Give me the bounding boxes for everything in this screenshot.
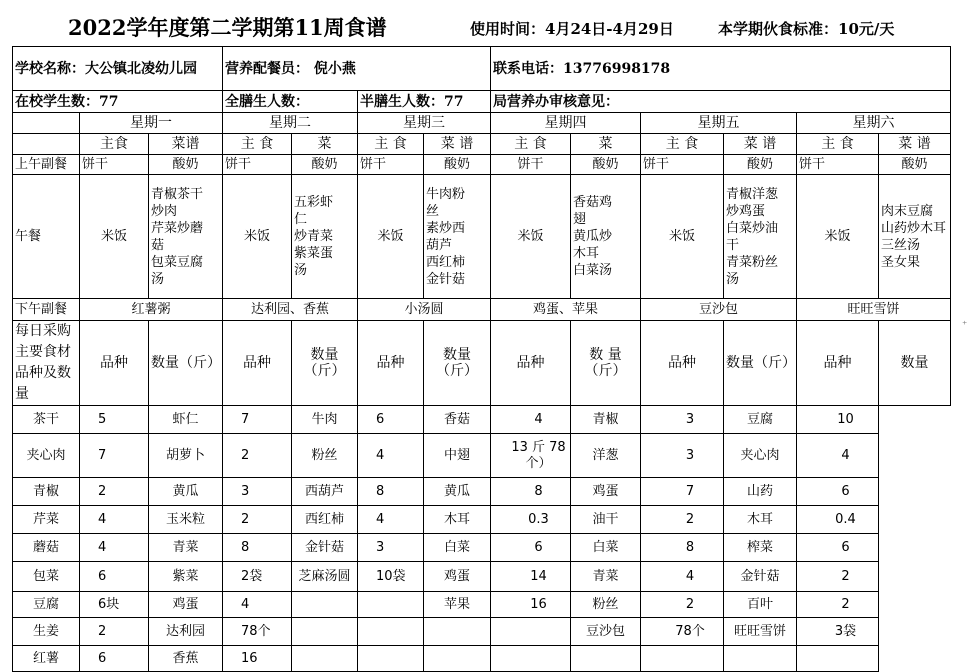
purchase-qty: 4 <box>80 534 149 562</box>
afternoon-label: 下午副餐 <box>13 299 80 321</box>
purchase-qty: 4 <box>797 434 879 478</box>
purchase-variety: 生姜 <box>13 618 80 646</box>
purchase-qty: 8 <box>223 534 292 562</box>
purchase-label: 每日采购主要食材品种及数量 <box>13 321 80 406</box>
morning-row <box>13 155 951 175</box>
menu-table <box>12 46 951 672</box>
morning-staple: 饼干 <box>80 155 149 175</box>
purchase-qty: 2 <box>797 592 879 618</box>
purchase-variety: 榨菜 <box>724 534 797 562</box>
purchase-row <box>13 406 951 434</box>
day-fri: 星期五 <box>641 113 797 134</box>
purchase-qty: 4 <box>358 434 424 478</box>
purchase-variety: 白菜 <box>424 534 491 562</box>
qty-header: 数量（斤） <box>149 321 223 406</box>
purchase-row <box>13 618 951 646</box>
purchase-variety <box>724 646 797 672</box>
purchase-qty <box>491 618 571 646</box>
purchase-header-row <box>13 321 951 406</box>
lunch-staple: 米饭 <box>491 175 571 299</box>
purchase-variety: 金针菇 <box>292 534 358 562</box>
purchase-qty: 8 <box>491 478 571 506</box>
purchase-variety: 鸡蛋 <box>571 478 641 506</box>
purchase-variety: 青菜 <box>571 562 641 592</box>
purchase-variety: 洋葱 <box>571 434 641 478</box>
purchase-variety: 茶干 <box>13 406 80 434</box>
purchase-variety: 芝麻汤圆 <box>292 562 358 592</box>
purchase-qty: 3袋 <box>797 618 879 646</box>
purchase-qty: 6块 <box>80 592 149 618</box>
morning-dish: 酸奶 <box>571 155 641 175</box>
lunch-staple: 米饭 <box>358 175 424 299</box>
purchase-qty: 5 <box>80 406 149 434</box>
purchase-qty: 4 <box>358 506 424 534</box>
meal-standard: 本学期伙食标准：10元/天 <box>718 20 895 38</box>
purchase-variety: 金针菇 <box>724 562 797 592</box>
purchase-row <box>13 562 951 592</box>
purchase-qty: 2 <box>80 618 149 646</box>
staple-header: 主食 <box>80 134 149 155</box>
purchase-variety: 旺旺雪饼 <box>724 618 797 646</box>
afternoon-item: 豆沙包 <box>641 299 797 321</box>
purchase-qty: 10袋 <box>358 562 424 592</box>
purchase-qty: 7 <box>80 434 149 478</box>
purchase-qty <box>641 646 724 672</box>
purchase-variety: 西红柿 <box>292 506 358 534</box>
purchase-row <box>13 592 951 618</box>
morning-staple: 饼干 <box>797 155 879 175</box>
purchase-qty: 7 <box>641 478 724 506</box>
purchase-row <box>13 534 951 562</box>
purchase-variety: 包菜 <box>13 562 80 592</box>
purchase-variety: 黄瓜 <box>149 478 223 506</box>
afternoon-item: 小汤圆 <box>358 299 491 321</box>
purchase-qty: 16 <box>223 646 292 672</box>
lunch-dish: 青椒茶干 炒肉 芹菜炒蘑 菇 包菜豆腐 汤 <box>149 175 223 299</box>
lunch-dish: 五彩虾 仁 炒青菜 紫菜蛋 汤 <box>292 175 358 299</box>
purchase-variety: 青菜 <box>149 534 223 562</box>
purchase-rows <box>13 406 951 672</box>
purchase-variety <box>571 646 641 672</box>
lunch-dish: 青椒洋葱 炒鸡蛋 白菜炒油 干 青菜粉丝 汤 <box>724 175 797 299</box>
afternoon-item: 鸡蛋、苹果 <box>491 299 641 321</box>
purchase-variety: 百叶 <box>724 592 797 618</box>
purchase-variety: 豆腐 <box>13 592 80 618</box>
qty-header: 数量（斤） <box>424 321 491 406</box>
dish-header: 菜 <box>571 134 641 155</box>
dish-header: 菜 谱 <box>724 134 797 155</box>
full-meal-count: 全膳生人数： <box>223 91 358 113</box>
afternoon-item: 红薯粥 <box>80 299 223 321</box>
lunch-label: 午餐 <box>13 175 80 299</box>
morning-staple: 饼干 <box>223 155 292 175</box>
purchase-variety: 油干 <box>571 506 641 534</box>
morning-dish: 酸奶 <box>149 155 223 175</box>
variety-header: 品种 <box>491 321 571 406</box>
purchase-qty: 3 <box>641 434 724 478</box>
purchase-qty: 7 <box>223 406 292 434</box>
corner-cell <box>13 113 80 134</box>
purchase-variety <box>424 646 491 672</box>
lunch-dish: 牛肉粉 丝 素炒西 葫芦 西红柿 金针菇 <box>424 175 491 299</box>
morning-label: 上午副餐 <box>13 155 80 175</box>
scroll-marker: ⁺ <box>962 320 968 331</box>
nutritionist: 营养配餐员： 倪小燕 <box>223 47 491 91</box>
staple-header: 主 食 <box>641 134 724 155</box>
purchase-variety: 白菜 <box>571 534 641 562</box>
purchase-qty: 78个 <box>641 618 724 646</box>
purchase-qty <box>358 592 424 618</box>
purchase-qty: 3 <box>223 478 292 506</box>
purchase-qty: 14 <box>491 562 571 592</box>
purchase-qty: 0.4 <box>797 506 879 534</box>
purchase-row <box>13 646 951 672</box>
morning-dish: 酸奶 <box>724 155 797 175</box>
staple-header: 主 食 <box>797 134 879 155</box>
purchase-variety: 木耳 <box>724 506 797 534</box>
morning-dish: 酸奶 <box>424 155 491 175</box>
purchase-qty: 6 <box>358 406 424 434</box>
variety-header: 品种 <box>223 321 292 406</box>
dish-header: 菜 谱 <box>424 134 491 155</box>
purchase-variety: 达利园 <box>149 618 223 646</box>
purchase-variety: 虾仁 <box>149 406 223 434</box>
purchase-variety: 青椒 <box>571 406 641 434</box>
purchase-qty: 2 <box>80 478 149 506</box>
contact-phone: 联系电话：13776998178 <box>491 47 951 91</box>
purchase-variety: 苹果 <box>424 592 491 618</box>
purchase-variety: 山药 <box>724 478 797 506</box>
day-mon: 星期一 <box>80 113 223 134</box>
purchase-variety: 黄瓜 <box>424 478 491 506</box>
variety-header: 品种 <box>797 321 879 406</box>
purchase-variety <box>424 618 491 646</box>
dish-header: 菜 谱 <box>879 134 951 155</box>
day-sat: 星期六 <box>797 113 951 134</box>
lunch-staple: 米饭 <box>80 175 149 299</box>
purchase-row <box>13 478 951 506</box>
purchase-qty: 4 <box>641 562 724 592</box>
purchase-qty: 2 <box>223 506 292 534</box>
purchase-variety: 木耳 <box>424 506 491 534</box>
info-row-2 <box>13 91 951 113</box>
purchase-qty: 78个 <box>223 618 292 646</box>
purchase-variety: 西葫芦 <box>292 478 358 506</box>
student-count: 在校学生数：77 <box>13 91 223 113</box>
day-tue: 星期二 <box>223 113 358 134</box>
purchase-variety: 红薯 <box>13 646 80 672</box>
purchase-qty: 0.3 <box>491 506 571 534</box>
afternoon-item: 达利园、香蕉 <box>223 299 358 321</box>
purchase-variety: 牛肉 <box>292 406 358 434</box>
staple-header: 主 食 <box>491 134 571 155</box>
title-bar <box>0 0 970 44</box>
qty-header: 数量 <box>879 321 951 406</box>
review-opinion: 局营养办审核意见： <box>491 91 951 113</box>
purchase-variety: 鸡蛋 <box>424 562 491 592</box>
day-wed: 星期三 <box>358 113 491 134</box>
school-name: 学校名称：大公镇北凌幼儿园 <box>13 47 223 91</box>
purchase-variety: 粉丝 <box>571 592 641 618</box>
afternoon-row <box>13 299 951 321</box>
purchase-variety: 玉米粒 <box>149 506 223 534</box>
morning-staple: 饼干 <box>491 155 571 175</box>
purchase-row <box>13 506 951 534</box>
morning-staple: 饼干 <box>641 155 724 175</box>
purchase-variety <box>292 646 358 672</box>
staple-header: 主 食 <box>223 134 292 155</box>
purchase-variety: 豆沙包 <box>571 618 641 646</box>
afternoon-item: 旺旺雪饼 <box>797 299 951 321</box>
purchase-variety: 粉丝 <box>292 434 358 478</box>
purchase-variety <box>292 618 358 646</box>
lunch-staple: 米饭 <box>641 175 724 299</box>
purchase-variety: 紫菜 <box>149 562 223 592</box>
purchase-variety: 中翅 <box>424 434 491 478</box>
purchase-variety: 香菇 <box>424 406 491 434</box>
purchase-qty: 2袋 <box>223 562 292 592</box>
purchase-qty: 6 <box>797 534 879 562</box>
day-thu: 星期四 <box>491 113 641 134</box>
purchase-variety: 蘑菇 <box>13 534 80 562</box>
purchase-qty: 16 <box>491 592 571 618</box>
purchase-qty: 8 <box>641 534 724 562</box>
purchase-qty <box>491 646 571 672</box>
lunch-row <box>13 175 951 299</box>
purchase-variety: 豆腐 <box>724 406 797 434</box>
purchase-variety <box>292 592 358 618</box>
purchase-variety: 夹心肉 <box>13 434 80 478</box>
purchase-variety: 芹菜 <box>13 506 80 534</box>
purchase-qty: 2 <box>641 506 724 534</box>
purchase-qty: 6 <box>797 478 879 506</box>
variety-header: 品种 <box>641 321 724 406</box>
purchase-qty: 2 <box>641 592 724 618</box>
purchase-qty: 4 <box>80 506 149 534</box>
morning-staple: 饼干 <box>358 155 424 175</box>
column-header-row <box>13 134 951 155</box>
lunch-dish: 肉末豆腐 山药炒木耳 三丝汤 圣女果 <box>879 175 951 299</box>
variety-header: 品种 <box>358 321 424 406</box>
purchase-qty: 10 <box>797 406 879 434</box>
half-meal-count: 半膳生人数：77 <box>358 91 491 113</box>
morning-dish: 酸奶 <box>879 155 951 175</box>
page-title: 2022学年度第二学期第11周食谱 <box>68 15 387 40</box>
variety-header: 品种 <box>80 321 149 406</box>
purchase-qty: 8 <box>358 478 424 506</box>
purchase-variety: 夹心肉 <box>724 434 797 478</box>
morning-dish: 酸奶 <box>292 155 358 175</box>
purchase-qty: 2 <box>223 434 292 478</box>
qty-header: 数 量（斤） <box>571 321 641 406</box>
purchase-qty: 4 <box>491 406 571 434</box>
purchase-qty: 3 <box>641 406 724 434</box>
purchase-qty: 13 斤 78个） <box>491 434 571 478</box>
qty-header: 数量（斤） <box>724 321 797 406</box>
purchase-qty <box>358 618 424 646</box>
purchase-qty: 4 <box>223 592 292 618</box>
lunch-staple: 米饭 <box>797 175 879 299</box>
purchase-qty: 2 <box>797 562 879 592</box>
purchase-qty: 6 <box>491 534 571 562</box>
staple-header: 主 食 <box>358 134 424 155</box>
purchase-qty: 3 <box>358 534 424 562</box>
dish-header: 菜 <box>292 134 358 155</box>
purchase-qty: 6 <box>80 646 149 672</box>
purchase-qty <box>358 646 424 672</box>
dish-header: 菜谱 <box>149 134 223 155</box>
purchase-qty <box>797 646 879 672</box>
lunch-staple: 米饭 <box>223 175 292 299</box>
qty-header: 数量（斤） <box>292 321 358 406</box>
purchase-variety: 胡萝卜 <box>149 434 223 478</box>
purchase-variety: 香蕉 <box>149 646 223 672</box>
usage-time: 使用时间：4月24日-4月29日 <box>470 20 674 38</box>
day-header-row <box>13 113 951 134</box>
purchase-row <box>13 434 951 478</box>
purchase-variety: 鸡蛋 <box>149 592 223 618</box>
info-row-1 <box>13 47 951 91</box>
purchase-variety: 青椒 <box>13 478 80 506</box>
lunch-dish: 香菇鸡 翅 黄瓜炒 木耳 白菜汤 <box>571 175 641 299</box>
purchase-qty: 6 <box>80 562 149 592</box>
